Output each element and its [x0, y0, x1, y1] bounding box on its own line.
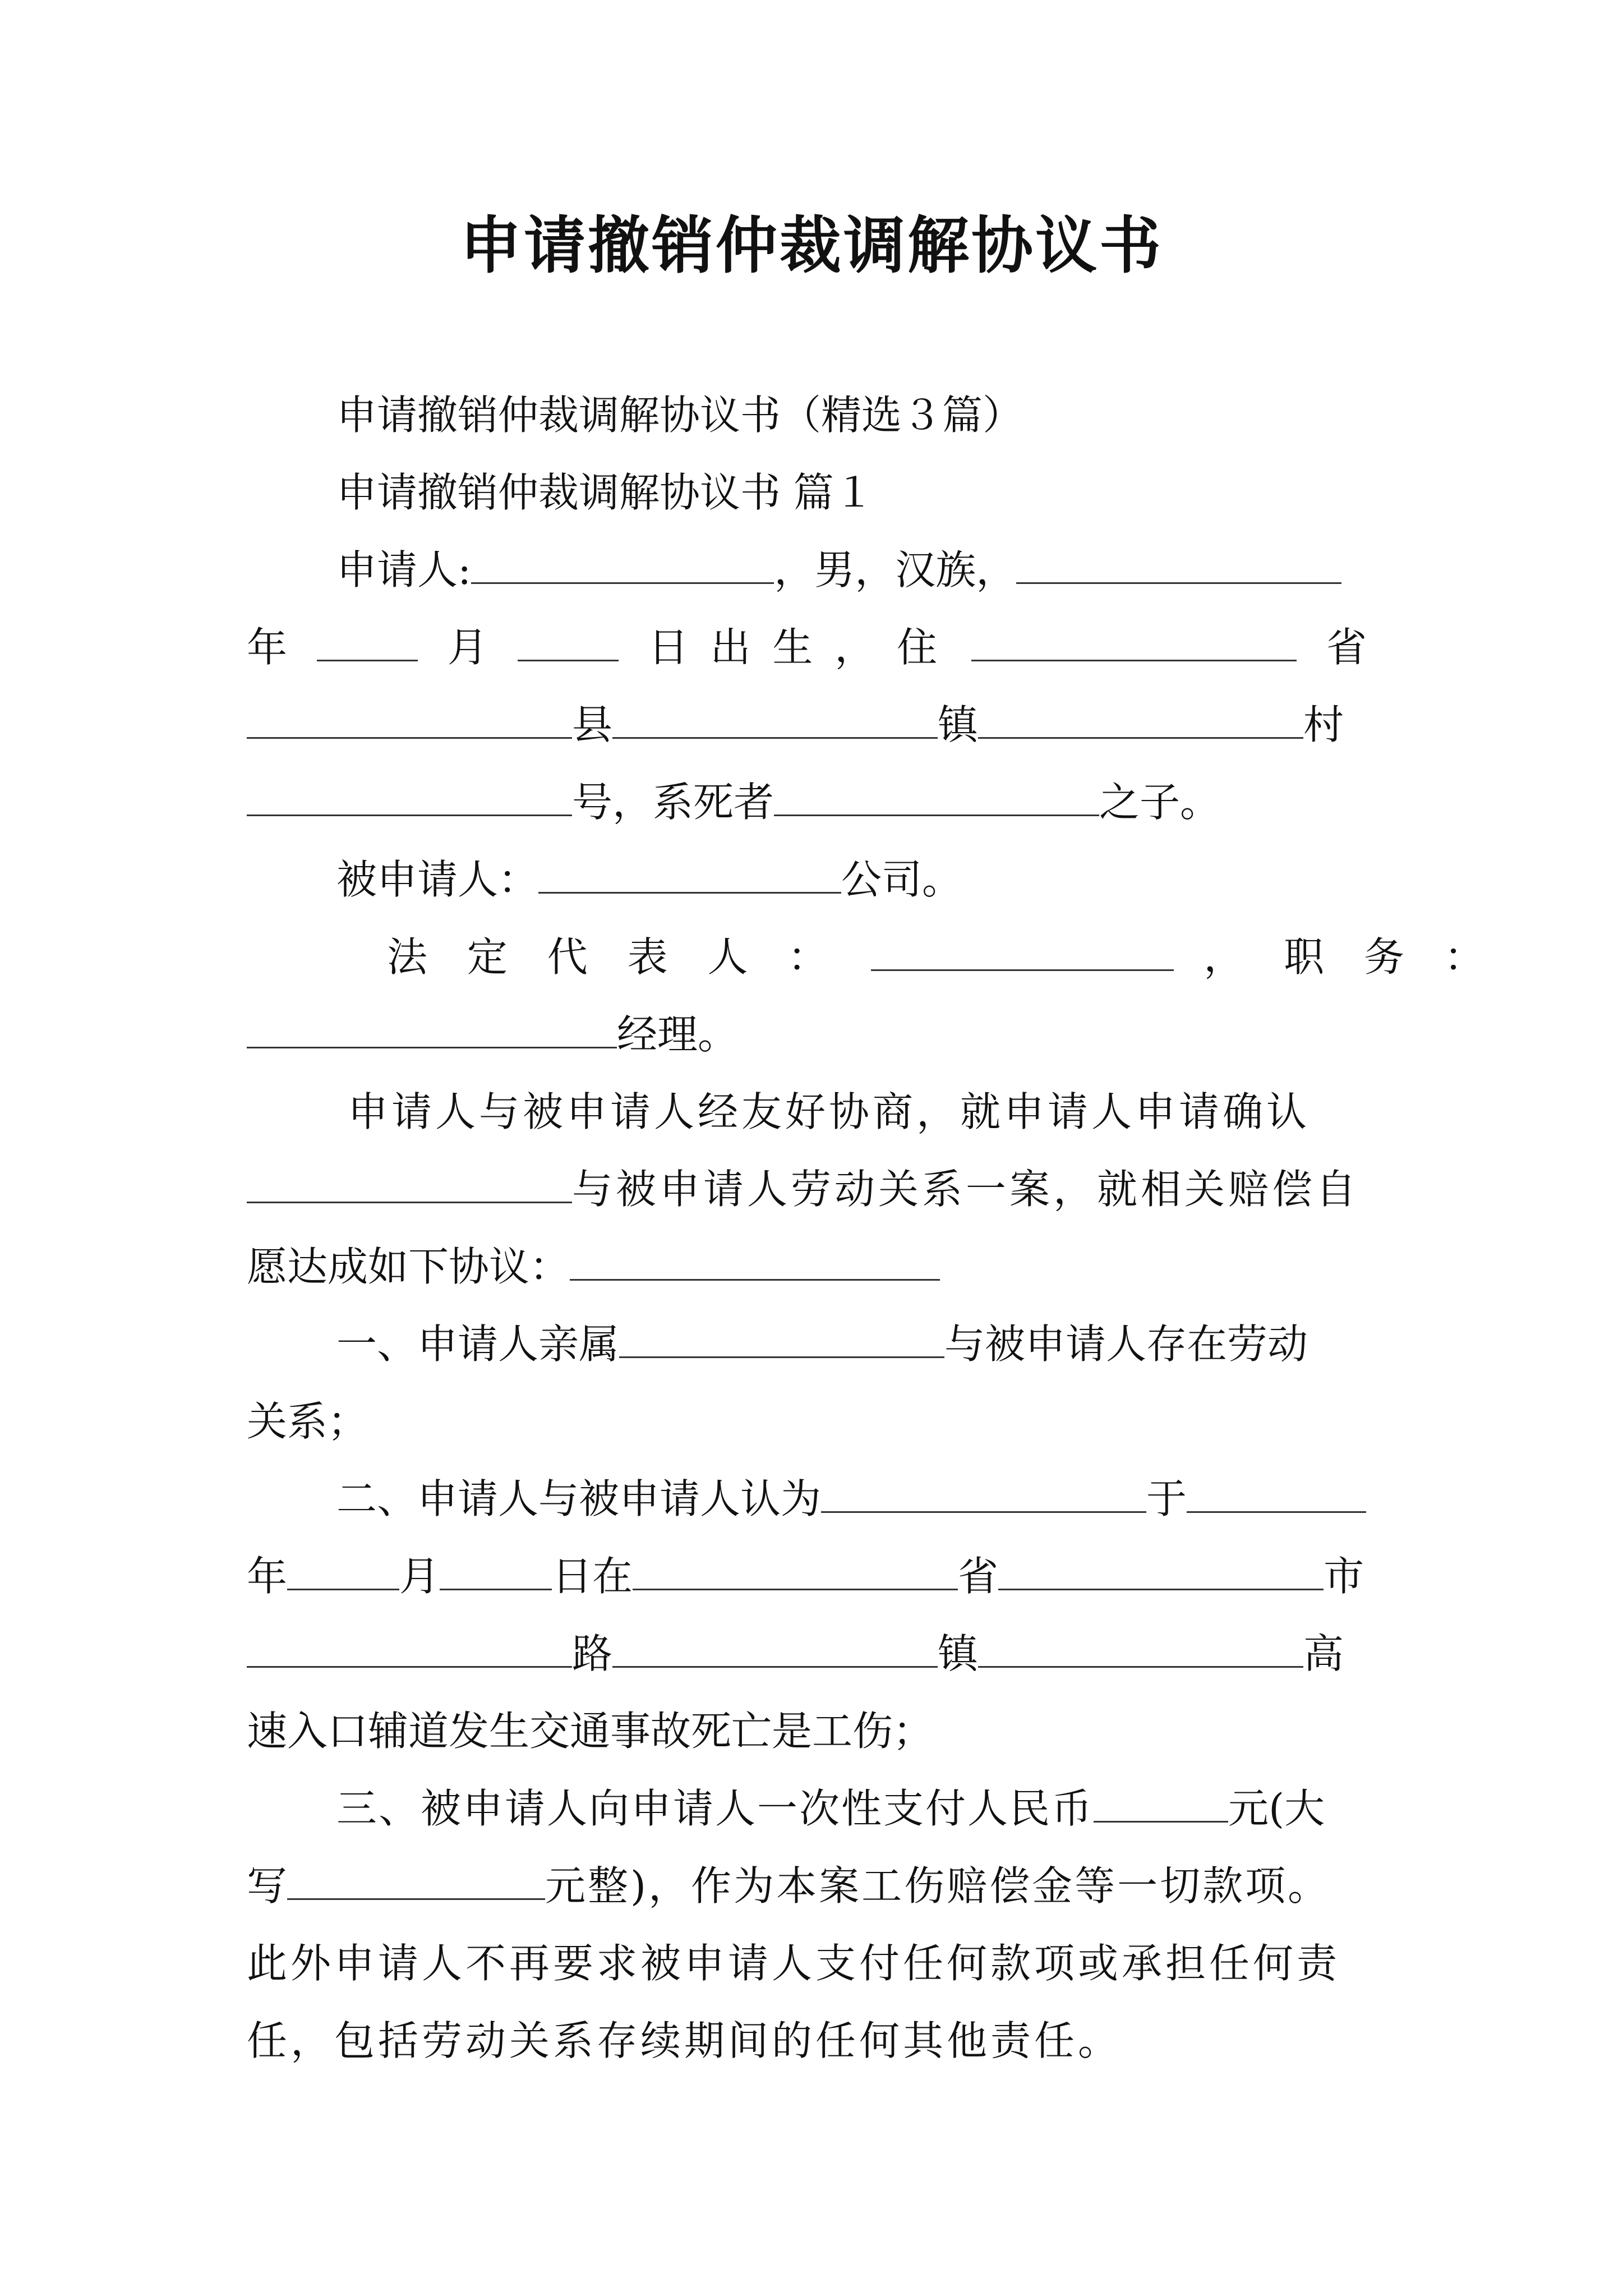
blank-field[interactable]: [518, 620, 619, 661]
blank-field[interactable]: [978, 698, 1303, 739]
text: 三、被申请人向申请人一次性支付人民币: [336, 1785, 1094, 1832]
text: 申请撤销仲裁调解协议书（精选３篇）: [336, 392, 1023, 439]
blank-field[interactable]: [978, 1627, 1303, 1668]
paragraph-line: [247, 1388, 1391, 1455]
blank-field[interactable]: [971, 620, 1297, 661]
blank-field[interactable]: [247, 1627, 572, 1668]
clause-one-line: [336, 1310, 1391, 1378]
clause-three-line: [336, 1775, 1391, 1842]
text: 县: [572, 701, 613, 748]
text: 月: [447, 624, 488, 671]
text: 写: [247, 1862, 288, 1910]
text: 年: [247, 1553, 288, 1600]
blank-field[interactable]: [619, 1317, 944, 1358]
text: 愿达成如下协议：: [247, 1243, 570, 1290]
blank-field[interactable]: [633, 1549, 958, 1590]
text: 与被申请人劳动关系一案，就相关赔偿自: [572, 1166, 1360, 1213]
text: 一、申请人亲属: [336, 1320, 620, 1368]
blank-field[interactable]: [287, 1549, 399, 1590]
text: ，男，汉族，: [774, 546, 1017, 593]
paragraph-line: [348, 1078, 1402, 1145]
blank-field[interactable]: [471, 543, 774, 584]
blank-field[interactable]: [774, 775, 1099, 816]
section-heading: [336, 459, 1391, 526]
document-title: 申请撤销仲裁调解协议书: [460, 209, 1163, 282]
blank-field[interactable]: [1094, 1782, 1228, 1823]
text: 日在: [552, 1553, 633, 1600]
birth-line: [247, 614, 1391, 681]
text: 与被申请人存在劳动: [944, 1320, 1308, 1368]
applicant-line: [336, 536, 1391, 604]
text: 于: [1146, 1475, 1187, 1522]
text: 被申请人：: [336, 856, 539, 903]
blank-field[interactable]: [247, 698, 572, 739]
text: 镇: [938, 1630, 979, 1677]
blank-field[interactable]: [440, 1549, 552, 1590]
blank-field[interactable]: [247, 1007, 617, 1048]
paragraph-line: [247, 1697, 1391, 1765]
blank-field[interactable]: [1187, 1472, 1366, 1513]
clause-two-line: [336, 1465, 1391, 1533]
subtitle-line: [336, 381, 1391, 449]
address-line: [247, 691, 1391, 758]
text: 法 定 代 表 人 ：: [387, 933, 842, 981]
text: 元整)，作为本案工伤赔偿金等一切款项。: [545, 1862, 1331, 1910]
blank-field[interactable]: [538, 853, 841, 894]
blank-field[interactable]: [247, 775, 572, 816]
text: 速入口辅道发生交通事故死亡是工伤；: [247, 1708, 934, 1755]
blank-field[interactable]: [821, 1472, 1146, 1513]
text: ， 职 务 ：: [1204, 933, 1498, 981]
relation-line: [247, 769, 1391, 836]
blank-field[interactable]: [1016, 543, 1341, 584]
text: 之子。: [1099, 779, 1221, 826]
text: 市: [1324, 1553, 1364, 1600]
blank-field[interactable]: [871, 930, 1174, 971]
road-line: [247, 1620, 1391, 1687]
text: 申请撤销仲裁调解协议书 篇１: [336, 469, 874, 516]
text: 关系；: [247, 1398, 368, 1445]
text: 二、申请人与被申请人认为: [336, 1475, 822, 1522]
paragraph-line: [247, 1156, 1391, 1223]
text: 日 出 生 ， 住: [648, 624, 942, 671]
text: 任，包括劳动关系存续期间的任何其他责任。: [247, 2017, 1122, 2064]
date-place-line: [247, 1543, 1391, 1610]
text: 经理。: [617, 1011, 739, 1058]
text: 申请人与被申请人经友好协商，就申请人申请确认: [348, 1088, 1311, 1135]
paragraph-line: [247, 1233, 1391, 1300]
blank-field[interactable]: [317, 620, 418, 661]
text: 镇: [938, 701, 979, 748]
position-line: [247, 1001, 1391, 1068]
text: 高: [1303, 1630, 1344, 1677]
text: 公司。: [841, 856, 963, 903]
text: 申请人:: [336, 546, 472, 593]
blank-field[interactable]: [998, 1549, 1324, 1590]
blank-field[interactable]: [612, 698, 938, 739]
text: 省: [1326, 624, 1367, 671]
text: 号，系死者: [572, 779, 774, 826]
legal-rep-line: [387, 923, 1498, 991]
text: 月: [399, 1553, 440, 1600]
text: 路: [572, 1630, 613, 1677]
paragraph-line: [247, 2007, 1391, 2074]
blank-field[interactable]: [570, 1240, 940, 1281]
text: 元(大: [1228, 1785, 1325, 1832]
text: 此外申请人不再要求被申请人支付任何款项或承担任何责: [247, 1940, 1341, 1987]
blank-field[interactable]: [247, 1162, 572, 1203]
text: 年: [247, 624, 288, 671]
paragraph-line: [247, 1930, 1391, 1997]
blank-field[interactable]: [612, 1627, 938, 1668]
blank-field[interactable]: [287, 1859, 545, 1900]
respondent-line: [336, 846, 1391, 913]
text: 村: [1303, 701, 1344, 748]
text: 省: [958, 1553, 999, 1600]
amount-line: [247, 1852, 1391, 1920]
